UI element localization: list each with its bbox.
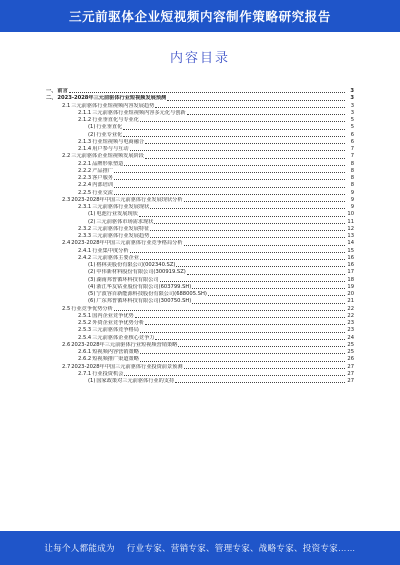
toc-entry-page: 7 <box>350 146 354 152</box>
toc-entry[interactable] <box>46 153 354 160</box>
toc-entry[interactable] <box>46 371 354 378</box>
toc-entry-page: 16 <box>347 262 354 268</box>
toc-entry-page: 16 <box>347 254 354 261</box>
toc-leader-dots <box>123 128 345 130</box>
toc-entry-number: 2.2 <box>62 153 71 160</box>
toc-entry-page: 3 <box>350 95 354 102</box>
toc-leader-dots <box>123 135 345 137</box>
toc-entry-number: (5) <box>88 291 96 297</box>
toc-entry-page: 13 <box>347 233 354 239</box>
toc-entry[interactable] <box>46 262 354 269</box>
toc-entry-page: 25 <box>347 349 354 355</box>
toc-leader-dots <box>167 99 345 101</box>
toc-entry[interactable] <box>46 269 354 276</box>
toc-leader-dots <box>139 215 345 217</box>
toc-entry-page: 12 <box>347 225 354 232</box>
toc-entry-number: (1) <box>88 124 96 131</box>
toc-leader-dots <box>160 280 345 282</box>
toc-entry[interactable] <box>46 88 354 95</box>
toc-entry-title: 三元前驱体主要企业 <box>92 254 139 261</box>
toc-entry-page: 5 <box>350 124 354 131</box>
toc-entry-number: 2.1.2 <box>78 117 92 123</box>
toc-entry[interactable] <box>46 284 354 291</box>
toc-entry[interactable] <box>46 103 354 110</box>
toc-entry[interactable] <box>46 175 354 182</box>
toc-entry-page: 8 <box>350 175 354 181</box>
toc-entry-number: 2.4.2 <box>78 254 92 261</box>
toc-entry-page: 6 <box>350 138 354 145</box>
toc-entry-number: 2.2.1 <box>78 160 92 167</box>
toc-entry[interactable] <box>46 110 354 117</box>
toc-leader-dots <box>192 302 345 304</box>
toc-entry-title: 2023-2028年中国三元前驱体行业竞争格局分析 <box>71 240 183 247</box>
toc-entry-page: 7 <box>350 153 354 160</box>
toc-leader-dots <box>124 164 345 166</box>
toc-entry-page: 10 <box>347 211 354 218</box>
toc-entry[interactable] <box>46 335 354 342</box>
toc-entry-page: 18 <box>347 276 354 283</box>
toc-leader-dots <box>184 367 345 369</box>
toc-entry-page: 20 <box>347 291 354 297</box>
toc-entry-title: 三元前驱体市场需求现状 <box>96 218 154 225</box>
toc-entry-title: 品牌形象塑造 <box>92 160 124 167</box>
toc-entry-number: (1) <box>88 211 96 218</box>
toc-entry[interactable] <box>46 248 354 255</box>
toc-entry[interactable] <box>46 132 354 139</box>
toc-entry-page: 8 <box>350 167 354 174</box>
toc-entry-title: 中伟新材料股份有限公司(300919.SZ) <box>96 269 186 276</box>
toc-entry-title: 三元前驱体行业发展趋势 <box>92 233 150 239</box>
toc-entry-title: 短视频内容营销策略 <box>92 349 139 355</box>
toc-entry-page: 22 <box>347 312 354 319</box>
toc-entry-page: 24 <box>347 334 354 341</box>
toc-leader-dots <box>150 229 345 231</box>
toc-entry-page: 25 <box>347 341 354 348</box>
toc-entry-page: 15 <box>347 247 354 254</box>
toc-entry[interactable] <box>46 146 354 153</box>
toc-entry-page: 19 <box>347 283 354 290</box>
toc-entry[interactable] <box>46 342 354 349</box>
toc-entry[interactable] <box>46 255 354 262</box>
toc-entry-title: 三元前驱体企业短视频发展阶段 <box>71 153 144 160</box>
toc-entry[interactable] <box>46 219 354 226</box>
toc-entry-page: 3 <box>350 88 354 94</box>
toc-entry[interactable] <box>46 124 354 131</box>
toc-entry-page: 6 <box>350 131 354 138</box>
toc-leader-dots <box>140 360 345 362</box>
toc-entry-page: 27 <box>347 378 354 384</box>
toc-entry-number: 2.7.1 <box>78 370 92 377</box>
toc-entry-number: 2.2.2 <box>78 167 92 174</box>
toc-entry-number: (1) <box>88 262 96 268</box>
footer-bar <box>0 531 400 565</box>
toc-entry-number: 2.2.3 <box>78 175 92 181</box>
toc-entry[interactable] <box>46 349 354 356</box>
toc-entry-title: 客户服务 <box>92 175 113 181</box>
toc-entry[interactable] <box>46 233 354 240</box>
toc-entry-page: 23 <box>347 327 354 334</box>
toc-entry-page: 3 <box>350 102 354 109</box>
toc-entry-title: 三元前驱体企业核心竞争力 <box>92 334 155 341</box>
toc-entry[interactable] <box>46 95 354 102</box>
toc-entry-title: 行业交流 <box>92 189 113 196</box>
toc-entry-number: 一、 <box>46 88 57 94</box>
toc-entry-title: 行业投资机会 <box>92 370 124 377</box>
toc-entry[interactable] <box>46 197 354 204</box>
footer-slogan-right: 行业专家、营销专家、管理专家、战略专家、投资专家…… <box>126 543 356 553</box>
toc-entry-title: 短视频推广渠道策略 <box>92 356 139 363</box>
toc-leader-dots <box>135 316 345 318</box>
toc-leader-dots <box>114 171 345 173</box>
toc-entry-title: 用户参与与互动 <box>92 146 129 152</box>
toc-entry-page: 22 <box>347 305 354 312</box>
toc-entry-number: 2.6.1 <box>78 349 92 355</box>
toc-leader-dots <box>140 258 345 260</box>
toc-entry-number: 2.1.1 <box>78 109 92 116</box>
toc-entry-number: 2.1.4 <box>78 146 92 152</box>
toc-entry-title: 三元前驱体行业发展特征 <box>92 225 150 232</box>
toc-entry-page: 21 <box>347 298 354 305</box>
toc-leader-dots <box>155 338 345 340</box>
toc-entry-number: (6) <box>88 298 96 305</box>
toc-entry-number: 2.1 <box>62 102 71 109</box>
toc-entry-title: 格林美股份有限公司(002340.SZ) <box>96 262 176 268</box>
header-bar <box>0 0 400 32</box>
toc-entry-page: 8 <box>350 182 354 189</box>
toc-leader-dots <box>184 244 345 246</box>
toc-entry-number: 二、 <box>46 95 57 102</box>
toc-leader-dots <box>140 331 345 333</box>
toc-entry-page: 3 <box>350 109 354 116</box>
toc-leader-dots <box>69 91 345 93</box>
toc-entry-title: 行业垂直化与专业化 <box>92 117 139 123</box>
toc-entry-number: (2) <box>88 269 96 276</box>
toc-entry-title: 宁波容百新能源科技股份有限公司(688005.SH) <box>96 291 207 297</box>
toc-entry-number: 2.5 <box>62 305 71 312</box>
toc-entry[interactable] <box>46 313 354 320</box>
toc-entry[interactable] <box>46 277 354 284</box>
toc-entry-number: 2.3.1 <box>78 204 92 210</box>
toc-leader-dots <box>145 157 345 159</box>
toc-entry-number: 2.6 <box>62 341 71 348</box>
toc-leader-dots <box>130 149 345 151</box>
toc-entry-title: 2023-2028年三元前驱体行业短视频发展预测 <box>57 95 167 102</box>
toc-leader-dots <box>124 374 345 376</box>
toc-leader-dots <box>114 178 345 180</box>
toc-leader-dots <box>145 142 345 144</box>
toc-entry[interactable] <box>46 298 354 305</box>
toc-entry-number: (1) <box>88 378 96 384</box>
report-title: 三元前驱体企业短视频内容制作策略研究报告 <box>68 10 331 24</box>
toc-entry-title: 三元前驱体行业发展现状 <box>92 204 150 210</box>
toc-entry-title: 三元前驱体行业短视频内容发展趋势 <box>71 102 155 109</box>
toc-leader-dots <box>175 381 345 383</box>
toc-entry-number: (2) <box>88 131 96 138</box>
toc-entry-title: 外资企业竞争优势分析 <box>92 320 145 326</box>
toc-entry-number: (2) <box>88 218 96 225</box>
toc-entry-title: 行业短视频与电商融合 <box>92 138 145 145</box>
toc-entry-number: 2.5.2 <box>78 320 92 326</box>
toc-entry-page: 23 <box>347 320 354 326</box>
toc-leader-dots <box>140 120 345 122</box>
toc-entry[interactable] <box>46 320 354 327</box>
toc-entry-title: 产品推广 <box>92 167 113 174</box>
toc-entry[interactable] <box>46 356 354 363</box>
toc-entry[interactable] <box>46 291 354 298</box>
toc-entry-page: 5 <box>350 117 354 123</box>
toc-entry-number: 2.3.3 <box>78 233 92 239</box>
toc-entry[interactable] <box>46 168 354 175</box>
toc-entry-page: 9 <box>350 189 354 196</box>
toc-entry-number: 2.5.3 <box>78 327 92 334</box>
toc-entry[interactable] <box>46 240 354 247</box>
toc-entry-number: 2.1.3 <box>78 138 92 145</box>
toc-heading: 内容目录 <box>169 50 230 65</box>
toc-entry-title: 湖南邦普循环科技有限公司 <box>96 276 159 283</box>
toc-entry[interactable] <box>46 182 354 189</box>
toc-entry-title: 行业竞争优势分析 <box>71 305 113 312</box>
toc-entry-number: 2.2.4 <box>78 182 92 189</box>
toc-leader-dots <box>154 222 345 224</box>
table-of-contents <box>46 88 354 385</box>
toc-entry-number: 2.2.5 <box>78 189 92 196</box>
toc-entry-title: 2023-2028年中国三元前驱体行业发展现状分析 <box>71 196 183 203</box>
toc-entry[interactable] <box>46 226 354 233</box>
toc-entry-number: (4) <box>88 283 96 290</box>
toc-leader-dots <box>130 251 345 253</box>
toc-entry[interactable] <box>46 364 354 371</box>
toc-entry[interactable] <box>46 117 354 124</box>
toc-leader-dots <box>140 352 345 354</box>
toc-entry-page: 26 <box>347 356 354 363</box>
toc-entry-page: 17 <box>347 269 354 276</box>
toc-entry-title: 广东邦普循环科技有限公司(300750.SH) <box>96 298 192 305</box>
toc-entry-title: 行业专业化 <box>96 131 123 138</box>
toc-leader-dots <box>114 309 345 311</box>
footer-slogan-left: 让每个人都能成为 <box>44 543 115 553</box>
toc-entry[interactable] <box>46 190 354 197</box>
toc-entry[interactable] <box>46 306 354 313</box>
toc-leader-dots <box>114 186 345 188</box>
toc-entry-number: (3) <box>88 276 96 283</box>
toc-entry-number: 2.6.2 <box>78 356 92 363</box>
toc-entry-number: 2.4.1 <box>78 247 92 254</box>
toc-entry-title: 国内企业竞争优势 <box>92 312 134 319</box>
toc-entry-title: 2023-2028年中国三元前驱体行业投资前景预测 <box>71 363 183 370</box>
toc-leader-dots <box>155 106 345 108</box>
toc-leader-dots <box>187 273 345 275</box>
toc-entry-page: 27 <box>347 370 354 377</box>
toc-entry[interactable] <box>46 139 354 146</box>
toc-entry[interactable] <box>46 378 354 385</box>
toc-entry-number: 2.5.4 <box>78 334 92 341</box>
toc-entry[interactable] <box>46 211 354 218</box>
toc-entry-number: 2.3 <box>62 196 71 203</box>
toc-entry-title: 内部培训 <box>92 182 113 189</box>
toc-entry-page: 27 <box>347 363 354 370</box>
toc-entry-title: 浙江华友钴业股份有限公司(603799.SH) <box>96 283 192 290</box>
toc-entry-title: 行业集中度分析 <box>92 247 129 254</box>
toc-leader-dots <box>150 207 345 209</box>
toc-entry[interactable] <box>46 327 354 334</box>
toc-entry-title: 行业垂直化 <box>96 124 123 131</box>
toc-entry[interactable] <box>46 204 354 211</box>
toc-leader-dots <box>192 287 345 289</box>
toc-entry-page: 8 <box>350 160 354 167</box>
toc-entry-title: 电池行业发展现状 <box>96 211 138 218</box>
toc-leader-dots <box>208 294 345 296</box>
toc-leader-dots <box>145 323 345 325</box>
toc-entry-title: 三元前驱体竞争格局 <box>92 327 139 334</box>
toc-entry-number: 2.4 <box>62 240 71 247</box>
toc-entry-page: 9 <box>350 196 354 203</box>
toc-entry-title: 前言 <box>57 88 68 94</box>
toc-entry-title: 三元前驱体行业短视频内容多元化与创新 <box>92 109 186 116</box>
toc-leader-dots <box>178 345 345 347</box>
toc-leader-dots <box>114 193 345 195</box>
toc-leader-dots <box>176 265 345 267</box>
toc-leader-dots <box>187 113 345 115</box>
toc-entry-page: 11 <box>347 218 354 225</box>
toc-entry-number: 2.3.2 <box>78 225 92 232</box>
toc-entry-title: 国家政策对三元前驱体行业的支持 <box>96 378 175 384</box>
toc-entry-number: 2.5.1 <box>78 312 92 319</box>
toc-entry-title: 2023-2028年三元前驱体行业短视频营销策略 <box>71 341 178 348</box>
toc-entry-page: 9 <box>350 204 354 210</box>
toc-entry[interactable] <box>46 161 354 168</box>
toc-entry-number: 2.7 <box>62 363 71 370</box>
toc-entry-page: 14 <box>347 240 354 247</box>
toc-leader-dots <box>184 200 345 202</box>
toc-leader-dots <box>150 236 345 238</box>
